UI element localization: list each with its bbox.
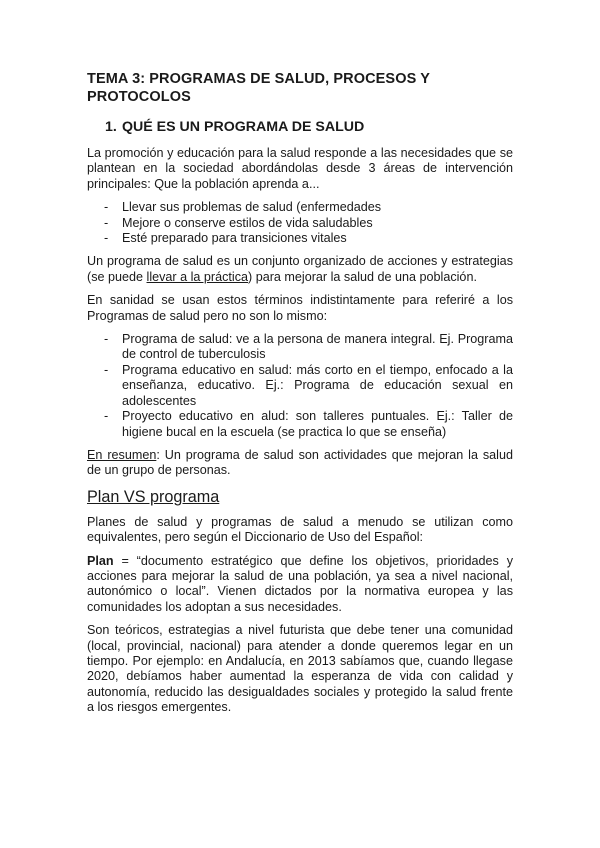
- list-item-text: Programa educativo en salud: más corto en el tiempo, enfocado a la enseñanza, educativo. Ej.: Programa de educación sexual en adolescentes: [122, 362, 513, 408]
- plan-definition-paragraph: [87, 554, 513, 616]
- intro-list: [87, 200, 513, 246]
- list-item: [104, 231, 513, 246]
- list-item-text: Mejore o conserve estilos de vida saludables: [122, 215, 373, 230]
- list-item-text: Proyecto educativo en alud: son talleres puntuales. Ej.: Taller de higiene bucal en la escuela (se practica lo que se enseña): [122, 409, 513, 439]
- plan-definition-text: = “documento estratégico que define los objetivos, prioridades y acciones para mejorar la salud de una población, ya sea a nivel nacional, autonómico o local”. Vienen dictados por la normativa europea y las comunidades los adoptan a sus necesidades.: [87, 553, 513, 614]
- dash-marker: -: [104, 231, 109, 246]
- summary-text: : Un programa de salud son actividades que mejoran la salud de un grupo de personas.: [87, 447, 513, 478]
- definition-text-end: ) para mejorar la salud de una población.: [248, 269, 477, 284]
- list-item: [104, 409, 513, 440]
- terms-intro-paragraph: En sanidad se usan estos términos indistintamente para referiré a los Programas de salud pero no son lo mismo:: [87, 293, 513, 323]
- dash-marker: -: [104, 409, 109, 424]
- dash-marker: -: [104, 215, 109, 230]
- list-item-text: Llevar sus problemas de salud (enfermedades: [122, 200, 382, 215]
- dash-marker: -: [104, 362, 109, 377]
- document-page: [87, 70, 513, 724]
- list-item: [104, 363, 513, 409]
- plan-detail-paragraph: Son teóricos, estrategias a nivel futurista que debe tener una comunidad (local, provincial, nacional) para atender a donde queremos legar en un tiempo. Por ejemplo: en Andalucía, en 2013 sabíamos que, cuando llegase 2020, debíamos haber aumentad la esperanza de vida con calidad y autonomía, reducido las desigualdades sociales y protegido la salud frente a los riesgos emergentes.: [87, 623, 513, 715]
- definition-text-start: Un programa de salud es un conjunto organizado de acciones y estrategias (se puede: [87, 254, 513, 284]
- plan-term: Plan: [87, 553, 114, 568]
- summary-label: En resumen: [87, 447, 157, 462]
- dash-marker: -: [104, 332, 109, 347]
- summary-paragraph: [87, 448, 513, 479]
- list-item-text: Esté preparado para transiciones vitales: [122, 231, 347, 246]
- definition-underlined-text: llevar a la práctica: [146, 269, 249, 284]
- plan-vs-programa-heading: Plan VS programa: [87, 487, 220, 506]
- section-number: 1.: [105, 119, 117, 135]
- terms-list: [87, 332, 513, 440]
- dash-marker: -: [104, 200, 109, 215]
- list-item: [104, 332, 513, 363]
- list-item: [104, 216, 513, 231]
- list-item: [104, 200, 513, 215]
- section-heading: [105, 118, 513, 136]
- plan-intro-paragraph: Planes de salud y programas de salud a menudo se utilizan como equivalentes, pero según el Diccionario de Uso del Español:: [87, 514, 513, 545]
- document-title: TEMA 3: PROGRAMAS DE SALUD, PROCESOS Y PROTOCOLOS: [87, 71, 430, 105]
- definition-paragraph: [87, 254, 513, 285]
- section-title: QUÉ ES UN PROGRAMA DE SALUD: [122, 119, 365, 135]
- intro-paragraph: La promoción y educación para la salud responde a las necesidades que se plantean en la sociedad abordándolas desde 3 áreas de intervención principales: Que la población aprenda a...: [87, 146, 513, 191]
- list-item-text: Programa de salud: ve a la persona de manera integral. Ej. Programa de control de tuberculosis: [122, 332, 513, 362]
